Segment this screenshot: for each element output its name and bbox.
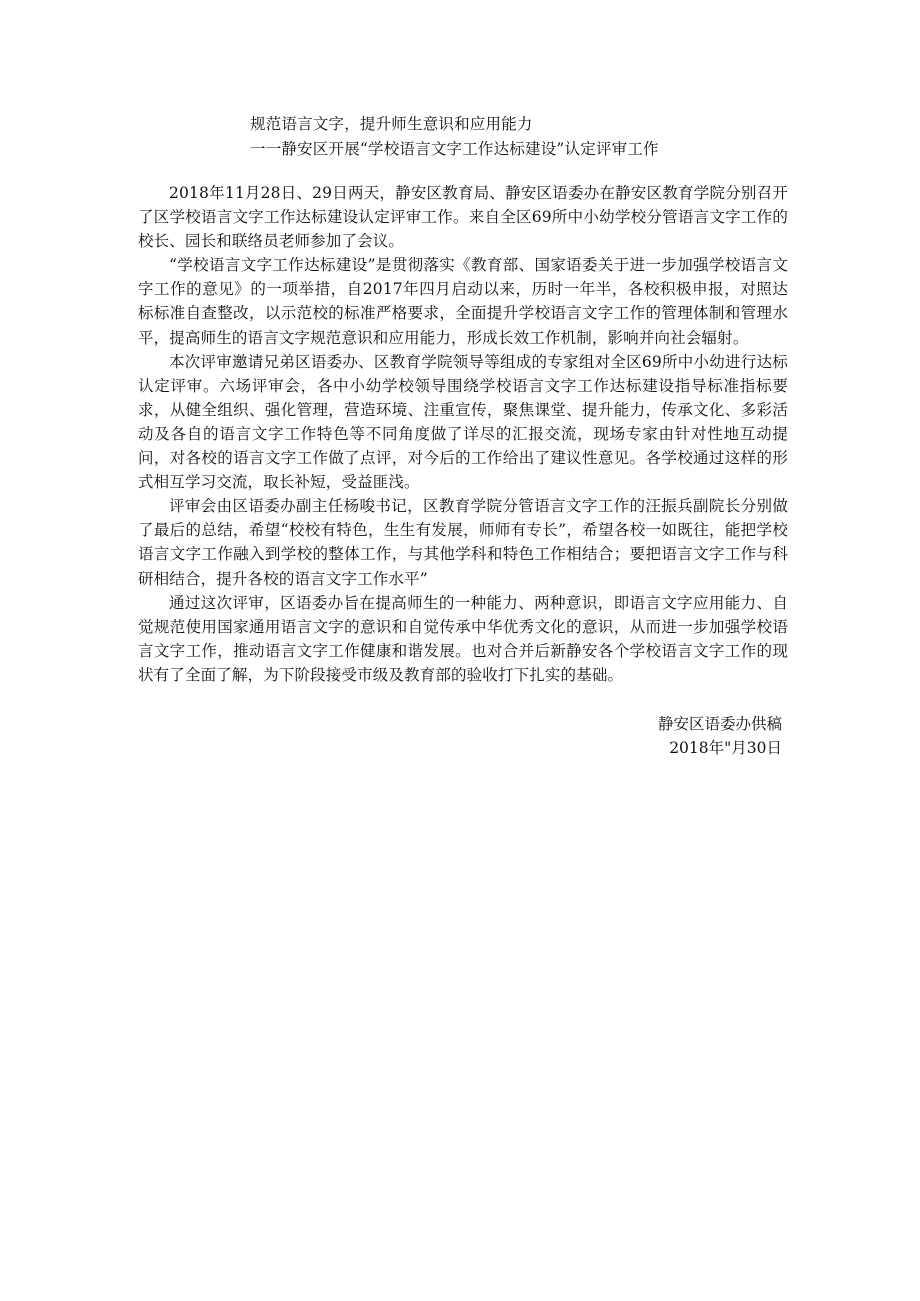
paragraph-4: 评审会由区语委办副主任杨唆书记，区教育学院分管语言文字工作的汪振兵副院长分别做了最后的总结，希望“校校有特色，生生有发展，师师有专长”，希望各校一如既往，能把学校语言文字工作融入到学校的整体工作，与其他学科和特色工作相结合；要把语言文字工作与科研相结合，提升各校的语言文字工作水平”: [138, 497, 788, 588]
signoff-block: [658, 712, 782, 760]
document-title: 规范语言文字，提升师生意识和应用能力: [250, 115, 533, 133]
document-subtitle: 一一静安区开展“学校语言文字工作达标建设”认定评审工作: [250, 140, 659, 158]
paragraph-5: 通过这次评审，区语委办旨在提高师生的一种能力、两种意识，即语言文字应用能力、自觉规范使用国家通用语言文字的意识和自觉传承中华优秀文化的意识，从而进一步加强学校语言文字工作，推动语言文字工作健康和谐发展。也对合并后新静安各个学校语言文字工作的现状有了全面了解，为下阶段接受市级及教育部的验收打下扎实的基础。: [138, 593, 788, 684]
date-line: 2018年"月30日: [669, 739, 782, 757]
signature-line: 静安区语委办供稿: [657, 715, 782, 733]
title-block: [250, 112, 810, 162]
paragraph-3: 本次评审邀请兄弟区语委办、区教育学院领导等组成的专家组对全区69所中小幼进行达标认定评审。六场评审会，各中小幼学校领导围绕学校语言文字工作达标建设指导标准指标要求，从健全组织、强化管理，营造环境、注重宣传，聚焦课堂、提升能力，传承文化、多彩活动及各自的语言文字工作特色等不同角度做了详尽的汇报交流，现场专家由针对性地互动提问，对各校的语言文字工作做了点评，对今后的工作给出了建议性意见。各学校通过这样的形式相互学习交流，取长补短，受益匪浅。: [138, 352, 788, 492]
document-body: [138, 181, 788, 687]
paragraph-2: “学校语言文字工作达标建设”是贯彻落实《教育部、国家语委关于进一步加强学校语言文字工作的意见》的一项举措，自2017年四月启动以来，历时一年半，各校积极申报，对照达标标准自查整改，以示范校的标准严格要求，全面提升学校语言文字工作的管理体制和管理水平，提高师生的语言文字规范意识和应用能力，形成长效工作机制，影响并向社会辐射。: [138, 256, 788, 347]
paragraph-1: 2018年11月28日、29日两天，静安区教育局、静安区语委办在静安区教育学院分别召开了区学校语言文字工作达标建设认定评审工作。来自全区69所中小幼学校分管语言文字工作的校长、园长和联络员老师参加了会议。: [138, 184, 788, 251]
